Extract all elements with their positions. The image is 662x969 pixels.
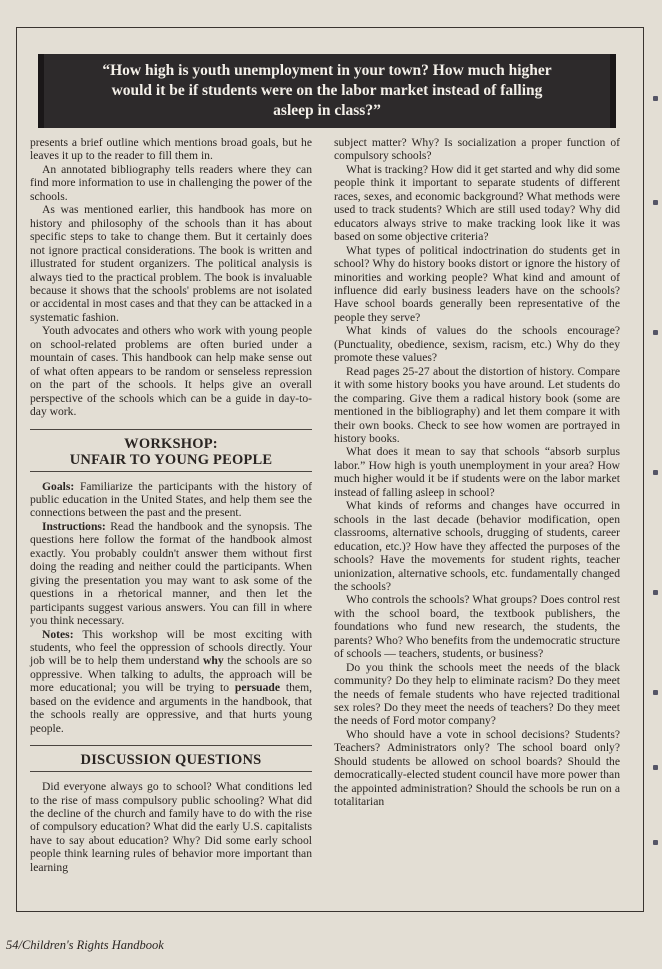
workshop-heading-line-2: UNFAIR TO YOUNG PEOPLE xyxy=(69,451,273,468)
edge-mark xyxy=(653,470,658,475)
emphasis-why: why xyxy=(203,654,224,668)
paragraph: presents a brief outline which mentions broad goals, but he leaves it up to the reader to fill them in. xyxy=(30,136,312,163)
notes-text: them, based on the evidence and arguments in the handbook, that the schools really are oppressive, and that hurts young people. xyxy=(30,681,312,735)
paragraph: Who controls the schools? What groups? Does control rest with the school board, the textbook publishers, the foundations who fund new research, the students, the parents? Who? Who benefits from the undemocratic structure of schools — teachers, students, or business? xyxy=(334,593,620,661)
edge-mark xyxy=(653,840,658,845)
notes-paragraph xyxy=(30,628,312,736)
notes-text: the schools are so oppressive. When talking to adults, the approach will be more educational; you will be trying to xyxy=(30,654,312,695)
paragraph: Who should have a vote in school decisions? Students? Teachers? Administrators only? The school board only? Should students be allowed on school boards? Should the democratically-elected student council have more power than the appointed administration? Should the schools be run on a totalitarian xyxy=(334,727,620,809)
notes-text: This workshop will be most exciting with students, who feel the oppression of schools directly. Your job will be to help them understand xyxy=(30,627,312,668)
paragraph: As was mentioned earlier, this handbook has more on history and philosophy of the schools than it has about specific steps to take to change them. But it certainly does not ignore practical considerations. The book is written and illustrated for student organizers. The political analysis is always tied to the practical problem. The book is invaluable because it shows that the schools' problems are not isolated or accidental in most cases and that they can be attacked in a systematic fashion. xyxy=(30,203,312,324)
paragraph: What does it mean to say that schools “absorb surplus labor.” How high is youth unemployment in your area? How much higher would it be if students were on the labor market instead of falling asleep in school? xyxy=(334,445,620,499)
right-column xyxy=(334,136,620,809)
paragraph: Youth advocates and others who work with young people on school-related problems are often buried under a mountain of cases. This handbook can help make sense out of what often appears to be random or senseless repression on the part of the schools. It helps give an overall perspective of the schools which can be a guide in day-to-day work. xyxy=(30,324,312,419)
pull-quote-text: “How high is youth unemployment in your town? How much higher would it be if students were on the labor market instead of falling asleep in class?” xyxy=(102,62,552,119)
paragraph: What is tracking? How did it get started and why did some people think it important to separate students of different races, sexes, and economic background? What methods were used to track students? Which are still used today? Why did educators always strive to make tracking look like it was based on some objective criteria? xyxy=(334,162,620,244)
section-divider xyxy=(30,429,312,430)
pull-quote-banner xyxy=(38,54,616,128)
paragraph: What kinds of values do the schools encourage? (Punctuality, obedience, sexism, racism, etc.) Why do they promote these values? xyxy=(334,324,620,365)
edge-mark xyxy=(653,96,658,101)
paragraph: What kinds of reforms and changes have occurred in schools in the last decade (behavior modification, open classrooms, alternative schools, drugging of students, career education, etc.)? How have they affected the purposes of the schools? Have the movements for student rights, teacher unionization, alternative schools, etc. fundamentally changed the schools? xyxy=(334,499,620,593)
edge-mark xyxy=(653,330,658,335)
paragraph: Read pages 25-27 about the distortion of history. Compare it with some history books you have around. Let students do the comparing. Give them a radical history book (some are mentioned in the bibliography) and let them compare it with their own books. Check to see how women are portrayed in history books. xyxy=(334,364,620,445)
section-divider xyxy=(30,745,312,746)
emphasis-persuade: persuade xyxy=(234,681,280,695)
workshop-heading xyxy=(30,436,312,472)
edge-mark xyxy=(653,765,658,770)
goals-text: Familiarize the participants with the history of public education in the United States, and help them see the connections between the past and the present. xyxy=(30,479,312,520)
instructions-text: Read the handbook and the synopsis. The questions here follow the format of the handbook almost exactly. You probably couldn't answer them without first doing the reading and neither could the participants. When giving the presentation you may want to ask some of the questions in a rhetorical manner, and then let the participants suggest various answers. You can fill in where you think necessary. xyxy=(30,519,312,628)
edge-mark xyxy=(653,200,658,205)
edge-mark xyxy=(653,690,658,695)
paragraph: Did everyone always go to school? What conditions led to the rise of mass compulsory public schooling? What did the decline of the church and family have to do with the rise of compulsory education? What did the early U.S. capitalists have to say about education? Why? Did some early school people think learning rules of behavior more important than learning xyxy=(30,780,312,874)
edge-mark xyxy=(653,590,658,595)
goals-paragraph xyxy=(30,480,312,520)
paragraph: Do you think the schools meet the needs of the black community? Do they help to eliminate racism? Do they meet the needs of female students who have rejected traditional sex roles? Do they meet the needs of teachers? Do they meet the needs of Ford motor company? xyxy=(334,660,620,728)
workshop-heading-line-1: WORKSHOP: xyxy=(124,435,218,452)
paragraph: An annotated bibliography tells readers where they can find more information to use in challenging the power of the schools. xyxy=(30,162,312,203)
paragraph: What types of political indoctrination do students get in school? Why do history books distort or ignore the history of minorities and working people? What kind and amount of influence did early business leaders have on the schools? Have school boards generally been representative of the people they serve? xyxy=(334,243,620,324)
paragraph: subject matter? Why? Is socialization a proper function of compulsory schools? xyxy=(334,136,620,163)
discussion-heading: DISCUSSION QUESTIONS xyxy=(30,752,312,772)
goals-label: Goals: xyxy=(42,479,75,493)
notes-label: Notes: xyxy=(42,627,74,641)
left-column xyxy=(30,136,312,874)
instructions-label: Instructions: xyxy=(42,519,106,533)
page-footer: 54/Children's Rights Handbook xyxy=(6,938,164,952)
instructions-paragraph xyxy=(30,520,312,628)
